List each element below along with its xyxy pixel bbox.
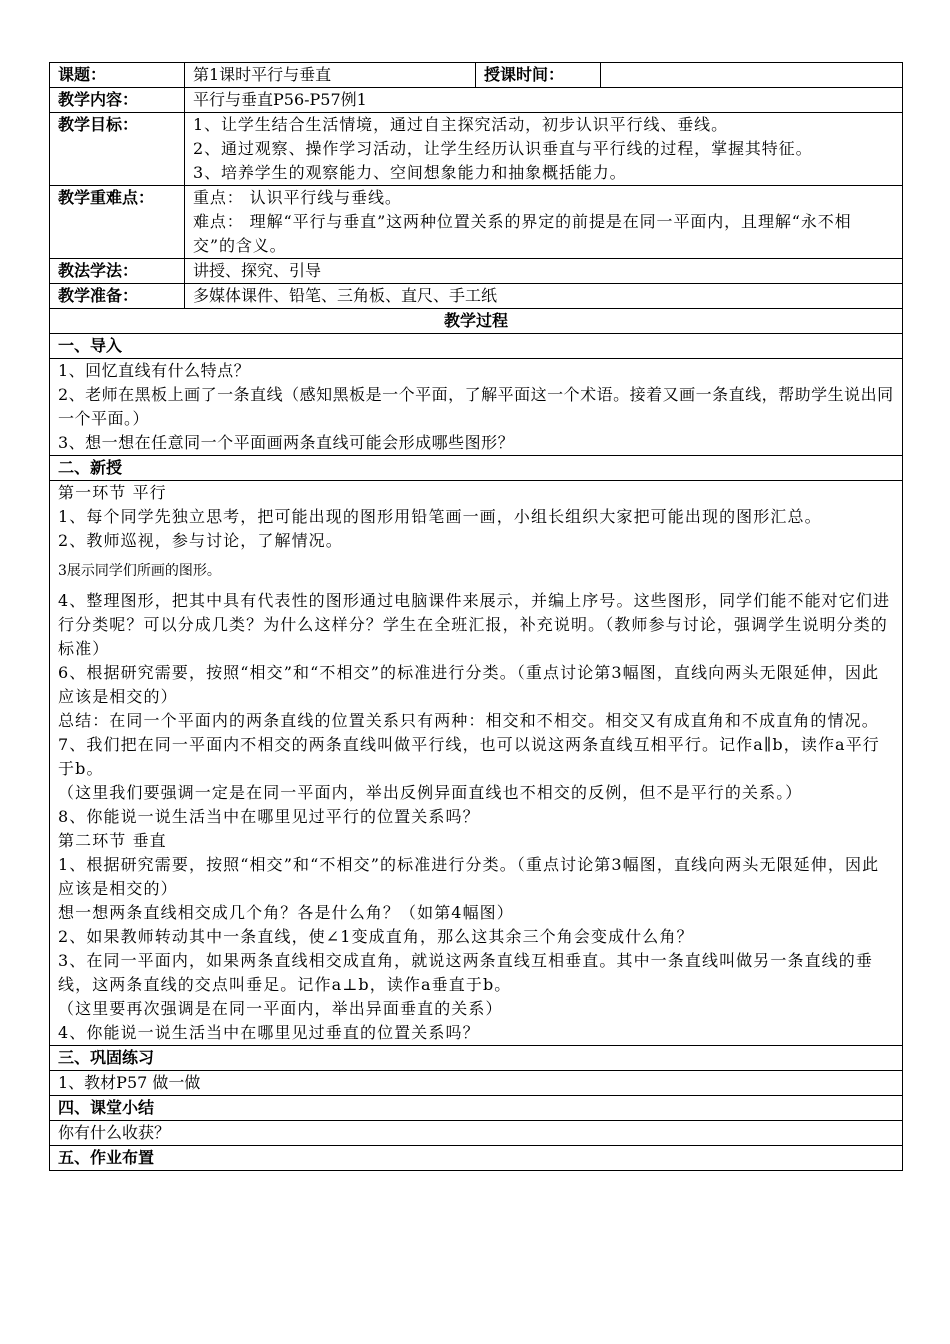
intro-section-title: 一、导入 [50, 334, 903, 359]
homework-section-title: 五、作业布置 [50, 1146, 903, 1171]
new-line: 3展示同学们所画的图形。 [58, 563, 221, 579]
method-value: 讲授、探究、引导 [185, 259, 903, 284]
process-title-row [50, 309, 903, 334]
section-body-row [50, 1071, 903, 1096]
intro-line: 1、回忆直线有什么特点？ [58, 361, 251, 380]
method-row [50, 259, 903, 284]
goal-item: 1、让学生结合生活情境，通过自主探究活动，初步认识平行线、垂线。 [193, 115, 728, 134]
new-line: 8、你能说一说生活当中在哪里见过平行的位置关系吗？ [58, 807, 480, 826]
new-line: 3、在同一平面内，如果两条直线相交成直角，就说这两条直线互相垂直。其中一条直线叫做另一条直线的垂线，这两条直线的交点叫垂足。记作a⊥b，读作a垂直于b。 [58, 951, 873, 994]
lesson-plan-table [49, 62, 903, 1171]
goals-label: 教学目标： [50, 113, 185, 186]
content-value: 平行与垂直P56-P57例1 [185, 88, 903, 113]
new-line: 1、每个同学先独立思考，把可能出现的图形用铅笔画一画，小组长组织大家把可能出现的图形汇总。 [58, 507, 822, 526]
goals-cell [185, 113, 903, 186]
new-section-body [50, 481, 903, 1046]
goal-item: 2、通过观察、操作学习活动，让学生经历认识垂直与平行线的过程，掌握其特征。 [193, 139, 813, 158]
section-header-row [50, 334, 903, 359]
topic-label: 课题： [50, 63, 185, 88]
new-section-title: 二、新授 [50, 456, 903, 481]
time-value [601, 63, 903, 88]
intro-section-body [50, 359, 903, 456]
new-line: 4、整理图形，把其中具有代表性的图形通过电脑课件来展示，并编上序号。这些图形，同学们能不能对它们进行分类呢？可以分成几类？为什么这样分？学生在全班汇报，补充说明。（教师参与讨论，强调学生说明分类的标准） [58, 591, 891, 658]
section-header-row [50, 1096, 903, 1121]
section-body-row [50, 359, 903, 456]
process-title: 教学过程 [50, 309, 903, 334]
method-label: 教法学法： [50, 259, 185, 284]
intro-line: 3、想一想在任意同一个平面画两条直线可能会形成哪些图形？ [58, 433, 515, 452]
new-line: 想一想两条直线相交成几个角？各是什么角？（如第4幅图） [58, 903, 514, 922]
new-line: 7、我们把在同一平面内不相交的两条直线叫做平行线，也可以说这两条直线互相平行。记作a∥b，读作a平行于b。 [58, 735, 880, 778]
summary-section-title: 四、课堂小结 [50, 1096, 903, 1121]
prep-value: 多媒体课件、铅笔、三角板、直尺、手工纸 [185, 284, 903, 309]
section-body-row [50, 1121, 903, 1146]
summary-section-body [50, 1121, 903, 1146]
key-point-item: 重点： 认识平行线与垂线。 [193, 188, 402, 207]
new-line: 第一环节 平行 [58, 483, 167, 502]
new-line: （这里我们要强调一定是在同一平面内，举出反例异面直线也不相交的反例，但不是平行的关系。） [58, 783, 803, 802]
section-header-row [50, 456, 903, 481]
topic-row [50, 63, 903, 88]
content-label: 教学内容： [50, 88, 185, 113]
time-label: 授课时间： [476, 63, 601, 88]
section-body-row [50, 481, 903, 1046]
new-line: 4、你能说一说生活当中在哪里见过垂直的位置关系吗？ [58, 1023, 480, 1042]
new-line: 第二环节 垂直 [58, 831, 167, 850]
key-points-cell [185, 186, 903, 259]
new-line: 总结：在同一个平面内的两条直线的位置关系只有两种：相交和不相交。相交又有成直角和不成直角的情况。 [58, 711, 879, 730]
key-points-label: 教学重难点： [50, 186, 185, 259]
goals-row [50, 113, 903, 186]
summary-line: 你有什么收获？ [58, 1123, 171, 1142]
prep-row [50, 284, 903, 309]
key-points-row [50, 186, 903, 259]
new-line: 2、如果教师转动其中一条直线，使∠1变成直角，那么这其余三个角会变成什么角？ [58, 927, 694, 946]
topic-value: 第1课时平行与垂直 [185, 63, 476, 88]
section-header-row [50, 1046, 903, 1071]
content-row [50, 88, 903, 113]
key-point-item: 难点： 理解“平行与垂直”这两种位置关系的界定的前提是在同一平面内，且理解“永不相交”的含义。 [193, 212, 852, 255]
new-line: 1、根据研究需要，按照“相交”和“不相交”的标准进行分类。（重点讨论第3幅图，直线向两头无限延伸，因此应该是相交的） [58, 855, 880, 898]
practice-section-body [50, 1071, 903, 1096]
new-line: 2、教师巡视，参与讨论，了解情况。 [58, 531, 343, 550]
new-line: （这里要再次强调是在同一平面内，举出异面垂直的关系） [58, 999, 503, 1018]
intro-line: 2、老师在黑板上画了一条直线（感知黑板是一个平面，了解平面这一个术语。接着又画一条直线，帮助学生说出同一个平面。） [58, 385, 894, 428]
practice-section-title: 三、巩固练习 [50, 1046, 903, 1071]
section-header-row [50, 1146, 903, 1171]
goal-item: 3、培养学生的观察能力、空间想象能力和抽象概括能力。 [193, 163, 627, 182]
prep-label: 教学准备： [50, 284, 185, 309]
practice-line: 1、教材P57 做一做 [58, 1073, 201, 1092]
new-line: 6、根据研究需要，按照“相交”和“不相交”的标准进行分类。（重点讨论第3幅图，直线向两头无限延伸，因此应该是相交的） [58, 663, 880, 706]
